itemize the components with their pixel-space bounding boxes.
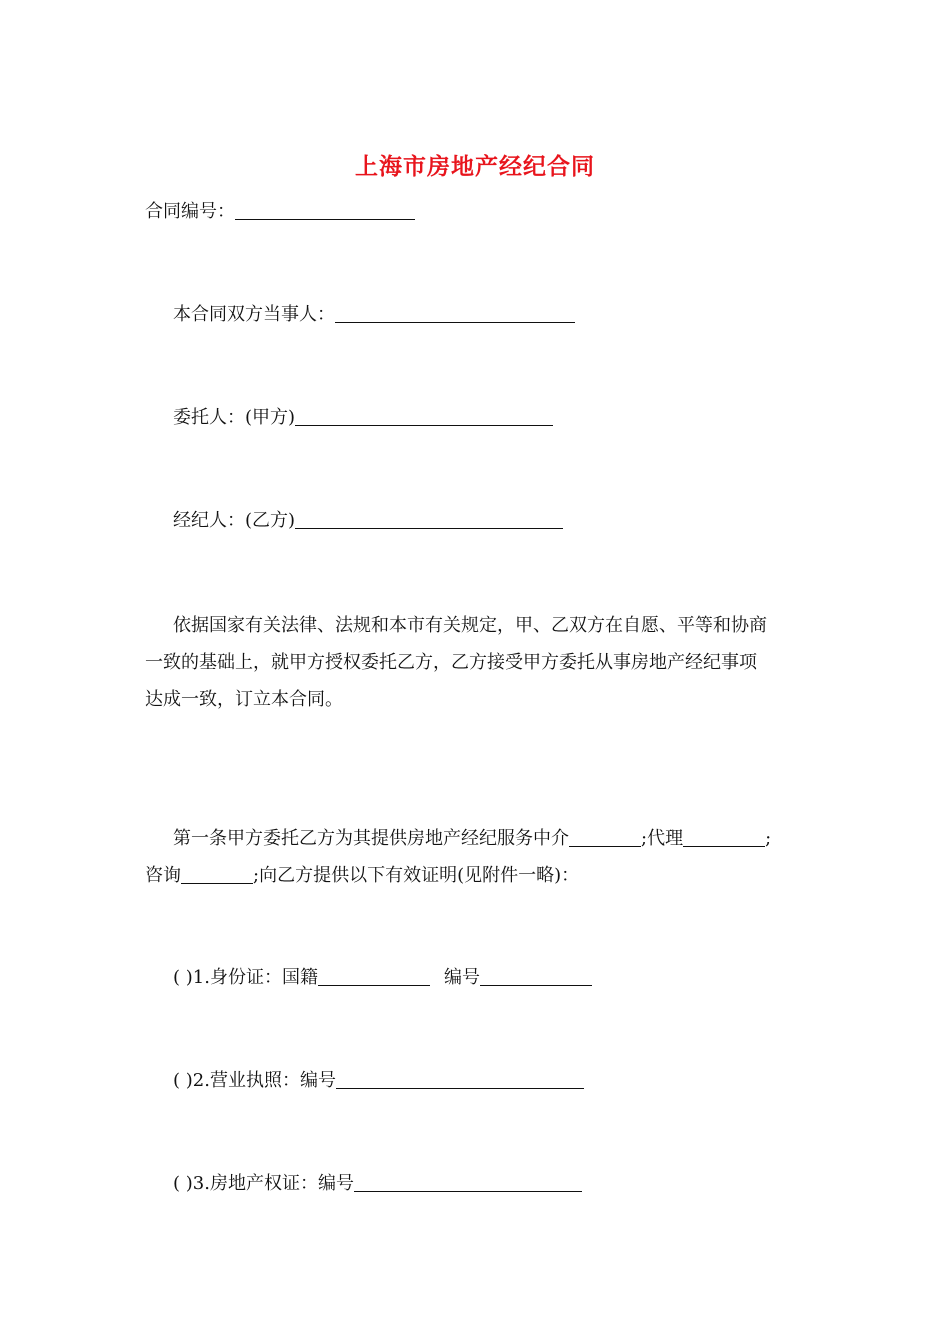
parties-blank[interactable] (335, 304, 575, 323)
parties-label: 本合同双方当事人： (173, 304, 335, 325)
broker-label: 经纪人：(乙方) (173, 510, 296, 531)
broker-row (173, 509, 563, 533)
principal-row (173, 406, 553, 430)
parties-row (173, 303, 575, 327)
article-1-paragraph (145, 820, 825, 894)
item-1-id-card (173, 966, 592, 990)
agency-label: ;代理 (641, 828, 684, 849)
item-2-label: ( )2.营业执照：编号 (173, 1070, 336, 1091)
item-3-property-certificate (173, 1172, 582, 1196)
license-number-blank[interactable] (336, 1070, 584, 1089)
intro-line-1: 依据国家有关法律、法规和本市有关规定，甲、乙双方在自愿、平等和协商 (173, 615, 767, 636)
principal-label: 委托人：(甲方) (173, 407, 296, 428)
consult-label: 咨询 (145, 865, 181, 886)
contract-number-blank[interactable] (235, 201, 415, 220)
intro-paragraph (145, 607, 810, 718)
document-title: 上海市房地产经纪合同 (355, 153, 595, 180)
article-1-line-2 (145, 857, 825, 894)
nationality-blank[interactable] (318, 967, 430, 986)
intro-line-2: 一致的基础上，就甲方授权委托乙方，乙方接受甲方委托从事房地产经纪事项 (145, 652, 757, 673)
item-1-label: ( )1.身份证：国籍 (173, 967, 318, 988)
contract-number-label: 合同编号： (145, 201, 235, 222)
item-2-business-license (173, 1069, 584, 1093)
id-number-blank[interactable] (480, 967, 592, 986)
agency-blank[interactable] (683, 828, 765, 847)
contract-number-row (145, 200, 415, 224)
article-1-intro: 第一条甲方委托乙方为其提供房地产经纪服务中介 (173, 828, 569, 849)
item-3-label: ( )3.房地产权证：编号 (173, 1173, 354, 1194)
consult-blank[interactable] (181, 865, 253, 884)
intermediary-blank[interactable] (569, 828, 641, 847)
article-1-line-1 (145, 820, 825, 857)
certificate-number-blank[interactable] (354, 1173, 582, 1192)
article-1-semicolon: ; (765, 828, 772, 849)
broker-blank[interactable] (295, 510, 563, 529)
principal-blank[interactable] (295, 407, 553, 426)
intro-line-3: 达成一致，订立本合同。 (145, 689, 343, 710)
item-1-number-label: 编号 (443, 967, 480, 988)
article-1-docs-text: ;向乙方提供以下有效证明(见附件一略)： (253, 865, 580, 886)
